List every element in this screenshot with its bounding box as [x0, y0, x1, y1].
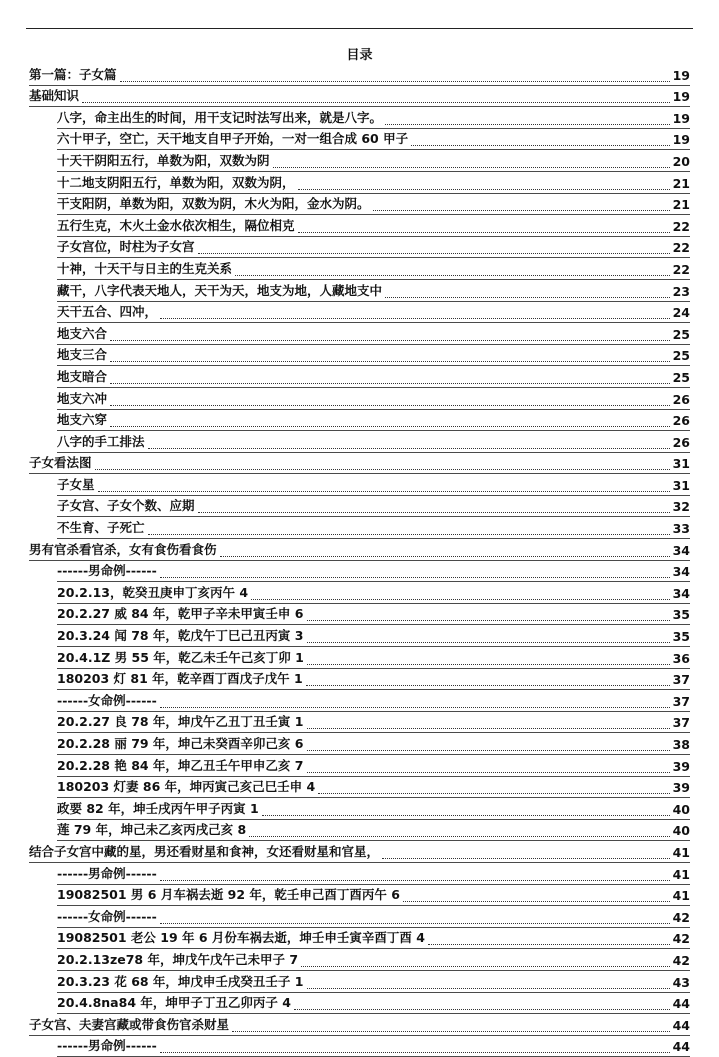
toc-leader-dots [110, 360, 670, 362]
toc-entry-text: 20.2.28 丽 79 年，坤己未癸酉辛卯己亥 6 [57, 736, 304, 751]
toc-entry[interactable] [57, 496, 690, 518]
toc-entry-text: 不生育、子死亡 [57, 520, 145, 536]
toc-entry[interactable] [57, 625, 690, 647]
toc-page-number: 34 [672, 564, 690, 580]
toc-entry[interactable] [57, 561, 690, 583]
toc-entry[interactable] [29, 539, 690, 561]
toc-page-number: 41 [672, 888, 690, 904]
toc-entry-text: 20.4.8na84 年，坤甲子丁丑乙卯丙子 4 [57, 995, 291, 1011]
toc-entry-text: 180203 灯 81 年，乾辛酉丁酉戊子戊午 1 [57, 671, 303, 687]
toc-entry-text: 地支三合 [57, 347, 108, 363]
toc-entry[interactable] [57, 949, 690, 971]
toc-entry[interactable] [57, 237, 690, 259]
toc-page-number: 25 [672, 326, 690, 342]
toc-page-number: 40 [672, 823, 690, 839]
toc-entry-text: ------女命例------ [57, 692, 157, 708]
toc-leader-dots [385, 296, 670, 298]
toc-entry[interactable] [57, 258, 690, 280]
toc-leader-dots [298, 231, 670, 233]
toc-entry-text: 20.2.28 艳 84 年，坤乙丑壬午甲申乙亥 7 [57, 757, 304, 773]
toc-entry[interactable] [57, 280, 690, 302]
toc-leader-dots [294, 1008, 670, 1010]
toc-page-number: 25 [672, 348, 690, 364]
toc-page-number: 44 [672, 996, 690, 1012]
toc-entry-text: 十天干阴阳五行，单数为阳，双数为阴 [57, 152, 270, 168]
toc-entry[interactable] [29, 841, 690, 863]
toc-page-number: 41 [672, 866, 690, 882]
toc-page-number: 37 [672, 693, 690, 709]
toc-leader-dots [160, 706, 670, 708]
toc-page-number: 22 [672, 240, 690, 256]
toc-entry-text: 第一篇：子女篇 [29, 66, 117, 82]
toc-entry[interactable] [29, 86, 690, 108]
toc-leader-dots [428, 943, 670, 945]
toc-entry[interactable] [57, 928, 690, 950]
toc-entry[interactable] [57, 733, 690, 755]
toc-entry-text: 十神，十天干与日主的生克关系 [57, 260, 233, 276]
toc-entry-text: 藏干，八字代表天地人，天干为天，地支为地，人藏地支中 [57, 282, 383, 298]
toc-leader-dots [382, 857, 670, 859]
toc-leader-dots [148, 447, 670, 449]
toc-entry-text: 地支六穿 [57, 412, 108, 428]
toc-entry-text: 莲 79 年，坤己未乙亥丙戌己亥 8 [57, 822, 247, 838]
toc-entry[interactable] [57, 150, 690, 172]
toc-entry-text: 19082501 老公 19 年 6 月份车祸去逝，坤壬申壬寅辛酉丁酉 4 [57, 930, 425, 946]
toc-leader-dots [120, 80, 670, 82]
toc-entry[interactable] [57, 604, 690, 626]
toc-leader-dots [273, 166, 670, 168]
toc-entry[interactable] [57, 431, 690, 453]
toc-leader-dots [318, 792, 670, 794]
toc-entry-text: 干支阳阴，单数为阳，双数为阴，木火为阳，金水为阴。 [57, 196, 370, 212]
toc-leader-dots [110, 404, 670, 406]
toc-leader-dots [160, 1051, 670, 1053]
toc-leader-dots [307, 663, 670, 665]
toc-page-number: 22 [672, 261, 690, 277]
toc-page-number: 19 [672, 67, 690, 83]
toc-entry[interactable] [57, 863, 690, 885]
toc-page-number: 26 [672, 434, 690, 450]
toc-page-number: 37 [672, 715, 690, 731]
toc-page-number: 19 [672, 89, 690, 105]
toc-entry[interactable] [57, 215, 690, 237]
toc-entry[interactable] [57, 777, 690, 799]
toc-entry-text: 结合子女宫中藏的星，男还看财星和食神，女还看财星和官星， [29, 843, 380, 859]
toc-leader-dots [110, 382, 670, 384]
toc-leader-dots [251, 598, 670, 600]
toc-page-number: 42 [672, 952, 690, 968]
toc-entry[interactable] [57, 129, 690, 151]
table-of-contents [0, 64, 719, 1057]
toc-leader-dots [198, 252, 670, 254]
toc-page-number: 39 [672, 758, 690, 774]
toc-entry-text: 子女宫位，时柱为子女宫 [57, 239, 195, 255]
toc-entry[interactable] [57, 690, 690, 712]
toc-entry[interactable] [29, 64, 690, 86]
toc-leader-dots [232, 1030, 670, 1032]
toc-entry-text: 20.2.27 良 78 年，坤戊午乙丑丁丑壬寅 1 [57, 714, 304, 730]
toc-entry[interactable] [57, 820, 690, 842]
toc-entry[interactable] [57, 517, 690, 539]
toc-entry[interactable] [57, 474, 690, 496]
toc-entry[interactable] [57, 669, 690, 691]
toc-page-number: 24 [672, 305, 690, 321]
toc-entry[interactable] [57, 194, 690, 216]
toc-leader-dots [411, 144, 670, 146]
toc-page-number: 42 [672, 909, 690, 925]
toc-leader-dots [160, 317, 670, 319]
toc-entry[interactable] [57, 885, 690, 907]
toc-entry[interactable] [57, 647, 690, 669]
toc-entry-text: 180203 灯妻 86 年，坤丙寅己亥己巳壬申 4 [57, 779, 316, 795]
toc-entry-text: 八字，命主出生的时间，用干支记时法写出来，就是八字。 [57, 109, 383, 125]
toc-page-number: 34 [672, 542, 690, 558]
toc-entry-text: ------男命例------ [57, 563, 157, 579]
toc-entry[interactable] [57, 712, 690, 734]
toc-entry[interactable] [57, 993, 690, 1015]
toc-entry-text: 天干五合、四冲， [57, 304, 158, 320]
toc-entry[interactable] [57, 388, 690, 410]
toc-entry-text: 基础知识 [29, 88, 80, 104]
toc-page-number: 32 [672, 499, 690, 515]
toc-entry-text: 五行生克，木火土金水依次相生，隔位相克 [57, 217, 295, 233]
toc-page-number: 36 [672, 650, 690, 666]
toc-leader-dots [160, 922, 670, 924]
toc-leader-dots [307, 749, 670, 751]
toc-entry[interactable] [57, 971, 690, 993]
toc-entry-text: 八字的手工排法 [57, 433, 145, 449]
toc-leader-dots [160, 576, 670, 578]
toc-leader-dots [198, 511, 670, 513]
toc-entry-text: 地支六合 [57, 325, 108, 341]
toc-entry-text: 十二地支阴阳五行，单数为阳，双数为阴， [57, 174, 295, 190]
toc-entry-text: 政要 82 年，坤壬戌丙午甲子丙寅 1 [57, 800, 259, 816]
toc-leader-dots [403, 900, 670, 902]
toc-entry[interactable] [57, 1036, 690, 1057]
toc-page-number: 23 [672, 283, 690, 299]
toc-page-number: 31 [672, 456, 690, 472]
toc-entry[interactable] [57, 323, 690, 345]
toc-page-number: 39 [672, 780, 690, 796]
toc-leader-dots [82, 101, 670, 103]
toc-leader-dots [98, 490, 670, 492]
toc-leader-dots [298, 188, 670, 190]
toc-entry-text: 男有官杀看官杀，女有食伤看食伤 [29, 541, 217, 557]
toc-page-number: 42 [672, 931, 690, 947]
header-rule [26, 28, 693, 29]
toc-leader-dots [235, 274, 670, 276]
toc-leader-dots [220, 555, 670, 557]
toc-page-number: 41 [672, 844, 690, 860]
toc-entry-text: 20.3.24 闻 78 年，乾戊午丁巳己丑丙寅 3 [57, 628, 304, 644]
toc-leader-dots [307, 619, 670, 621]
toc-page-number: 31 [672, 477, 690, 493]
toc-leader-dots [301, 965, 670, 967]
toc-entry[interactable] [29, 1014, 690, 1036]
toc-entry-text: 子女宫、子女个数、应期 [57, 498, 195, 514]
toc-leader-dots [307, 987, 670, 989]
toc-leader-dots [95, 468, 670, 470]
toc-page-number: 26 [672, 413, 690, 429]
toc-leader-dots [110, 339, 670, 341]
toc-page-number: 34 [672, 585, 690, 601]
toc-entry-text: 20.2.27 威 84 年，乾甲子辛未甲寅壬申 6 [57, 606, 304, 622]
toc-entry-text: 20.3.23 花 68 年，坤戊申壬戌癸丑壬子 1 [57, 973, 304, 989]
toc-page-number: 21 [672, 175, 690, 191]
toc-entry-text: 子女宫、夫妻宫藏或带食伤官杀财星 [29, 1016, 230, 1032]
toc-entry[interactable] [57, 107, 690, 129]
toc-leader-dots [306, 684, 670, 686]
toc-entry[interactable] [57, 302, 690, 324]
toc-entry-text: ------女命例------ [57, 908, 157, 924]
toc-entry-text: 19082501 男 6 月车祸去逝 92 年，乾壬申己酉丁酉丙午 6 [57, 887, 400, 903]
toc-leader-dots [262, 814, 670, 816]
toc-page-number: 37 [672, 672, 690, 688]
toc-entry-text: 子女看法图 [29, 455, 92, 471]
toc-title: 目录 [346, 48, 373, 63]
toc-page-number: 38 [672, 737, 690, 752]
toc-page-number: 44 [672, 1039, 690, 1055]
toc-leader-dots [110, 425, 670, 427]
toc-leader-dots [160, 879, 670, 881]
toc-entry-text: 20.2.13ze78 年，坤戊午戊午己未甲子 7 [57, 951, 299, 967]
toc-leader-dots [148, 533, 670, 535]
toc-leader-dots [373, 209, 670, 211]
toc-entry[interactable] [29, 453, 690, 475]
toc-entry-text: ------男命例------ [57, 865, 157, 881]
toc-page-number: 25 [672, 369, 690, 385]
toc-entry-text: 子女星 [57, 476, 95, 492]
toc-entry-text: 地支暗合 [57, 368, 108, 384]
toc-entry-text: 20.4.1Z 男 55 年，乾乙未壬午己亥丁卯 1 [57, 649, 304, 665]
toc-page-number: 22 [672, 218, 690, 234]
toc-page-number: 44 [672, 1017, 690, 1033]
toc-page-number: 19 [672, 132, 690, 148]
toc-leader-dots [307, 727, 670, 729]
toc-entry[interactable] [57, 410, 690, 432]
toc-leader-dots [307, 771, 670, 773]
toc-entry[interactable] [57, 755, 690, 777]
toc-entry-text: 六十甲子，空亡，天干地支自甲子开始，一对一组合成 60 甲子 [57, 131, 409, 147]
toc-page-number: 35 [672, 607, 690, 623]
toc-page-number: 35 [672, 629, 690, 645]
toc-entry[interactable] [57, 798, 690, 820]
toc-entry[interactable] [57, 582, 690, 604]
toc-page-number: 33 [672, 521, 690, 537]
toc-entry-text: 20.2.13，乾癸丑庚申丁亥丙午 4 [57, 584, 249, 600]
toc-entry[interactable] [57, 366, 690, 388]
toc-page-number: 21 [672, 197, 690, 213]
toc-entry[interactable] [57, 906, 690, 928]
toc-entry[interactable] [57, 345, 690, 367]
toc-page-number: 26 [672, 391, 690, 407]
toc-page-number: 43 [672, 974, 690, 990]
toc-entry-text: 地支六冲 [57, 390, 108, 406]
toc-page-number: 40 [672, 801, 690, 817]
toc-page-number: 19 [672, 110, 690, 126]
toc-leader-dots [249, 835, 670, 837]
toc-leader-dots [307, 641, 670, 643]
toc-page-number: 20 [672, 153, 690, 169]
toc-entry[interactable] [57, 172, 690, 194]
toc-entry-text: ------男命例------ [57, 1038, 157, 1054]
toc-leader-dots [385, 123, 670, 125]
